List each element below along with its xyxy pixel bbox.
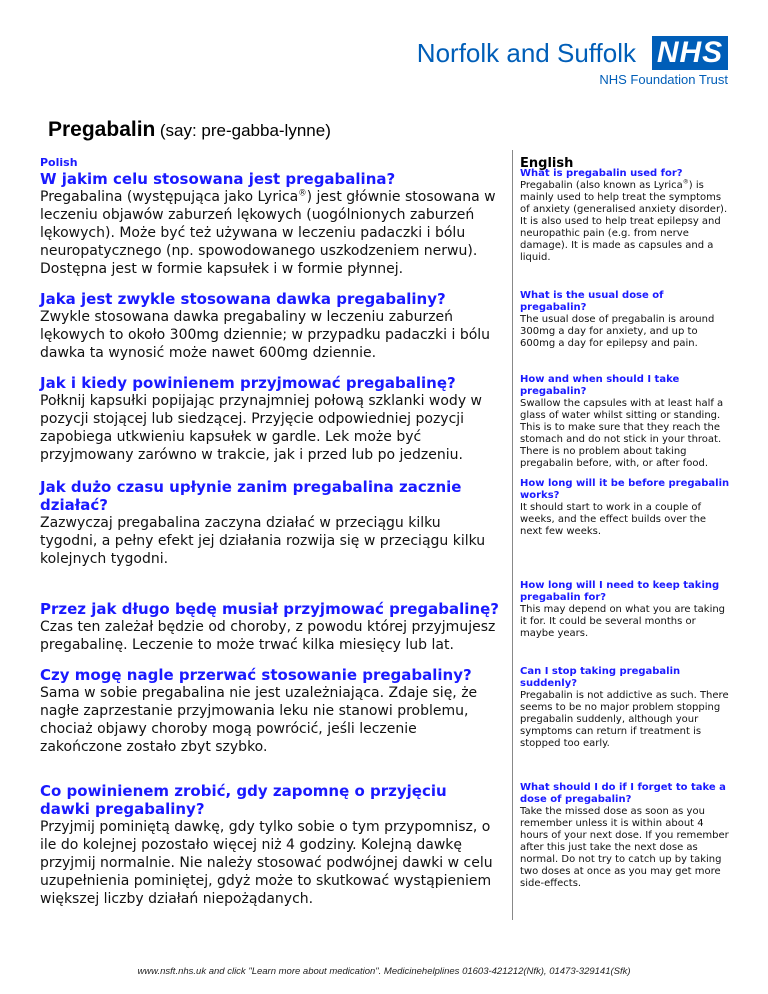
english-section [520,666,730,750]
question: How long will I need to keep taking pregabalin for? [520,580,720,603]
answer: Zazwyczaj pregabalina zaczyna działać w przeciągu kilku tygodni, a pełny efekt jej działania rozwija się w przeciągu kilku kolejnych tygodni. [40,515,486,567]
nhs-logo: NHS [652,36,728,70]
question: Czy mogę nagle przerwać stosowanie pregabaliny? [40,666,472,684]
polish-section [40,666,500,756]
english-section [520,580,730,640]
question: What is the usual dose of pregabalin? [520,290,664,313]
question: W jakim celu stosowana jest pregabalina? [40,170,396,188]
answer: Zwykle stosowana dawka pregabaliny w leczeniu zaburzeń lękowych to około 300mg dziennie; w przypadku padaczki i bólu dawka ta wynosić może nawet 600mg dziennie. [40,309,491,361]
polish-section [40,290,500,362]
drug-name: Pregabalin [48,118,156,141]
footer: www.nsft.nhs.uk and click "Learn more about medication". Medicinehelplines 01603-421212(Nfk), 01473-329141(Sfk) [137,966,631,977]
org-name: Norfolk and Suffolk [416,38,636,68]
question: What should I do if I forget to take a dose of pregabalin? [520,782,726,805]
polish-section [40,782,500,908]
answer: Przyjmij pominiętą dawkę, gdy tylko sobie o tym przypomnisz, o ile do kolejnej pozostało więcej niż 4 godziny. Kolejną dawkę przyjmij normalnie. Nie należy stosować podwójnej dawki w celu uzupełnienia pominiętej, gdyż może to skutkować wystąpieniem większej liczby działań niepożądanych. [40,819,493,907]
answer: Pregabalin is not addictive as such. There seems to be no major problem stopping pregabalin suddenly, although your symptoms can return if treatment is stopped too early. [520,690,729,749]
polish-section [40,374,500,464]
pronunciation: (say: pre-gabba-lynne) [159,121,331,140]
header [416,30,728,102]
question: Can I stop taking pregabalin suddenly? [520,666,681,689]
question: How long will it be before pregabalin works? [520,478,730,501]
polish-section [40,478,500,568]
answer: It should start to work in a couple of weeks, and the effect builds over the next few weeks. [520,502,707,537]
question: Jak i kiedy powinienem przyjmować pregabalinę? [40,374,456,392]
answer: Sama w sobie pregabalina nie jest uzależniająca. Zdaje się, że nagłe zaprzestanie przyjmowania leku nie stanowi problemu, chociaż objawy choroby mogą powrócić, jeśli leczenie zakończone zostało zbyt szybko. [40,685,478,755]
english-section [520,374,730,470]
polish-section [40,600,500,654]
answer: Połknij kapsułki popijając przynajmniej połową szklanki wody w pozycji stojącej lub siedzącej. Przyjęcie odpowiedniej pozycji zapobiega utkwieniu kapsułek w gardle. Lek może być przyjmowany zarówno w trakcie, jak i przed lub po jedzeniu. [40,393,483,463]
question: Co powinienem zrobić, gdy zapomnę o przyjęciu dawki pregabaliny? [40,782,447,818]
question: Jaka jest zwykle stosowana dawka pregabaliny? [40,290,446,308]
question: Przez jak długo będę musiał przyjmować pregabalinę? [40,600,499,618]
answer: The usual dose of pregabalin is around 300mg a day for anxiety, and up to 600mg a day for epilepsy and pain. [520,314,715,349]
org-subtitle: NHS Foundation Trust [599,72,728,87]
answer: Pregabalina (występująca jako Lyrica®) jest głównie stosowana w leczeniu objawów zaburzeń lękowych (uogólnionych zaburzeń lękowych). Może być też używana w leczeniu padaczki i bólu neuropatycznego (np. spowodowanego uszkodzeniem nerwu). Dostępna jest w formie kapsułek i w formie płynnej. [40,187,496,277]
english-section [520,782,730,890]
question: What is pregabalin used for? [520,168,683,179]
english-section [520,168,730,264]
question: How and when should I take pregabalin? [520,374,680,397]
page-title [48,118,331,142]
column-divider [512,150,513,920]
language-label-polish: Polish [40,156,78,169]
answer: Swallow the capsules with at least half a glass of water whilst sitting or standing. This is to make sure that they reach the stomach and do not stick in your throat. There is no problem about taking pregabalin before, with, or after food. [520,398,724,469]
english-section [520,478,730,538]
polish-section [40,170,500,278]
answer: Take the missed dose as soon as you remember unless it is within about 4 hours of your next dose. If you remember after this just take the next dose as normal. Do not try to catch up by taking two doses at once as you may get more side-effects. [520,806,729,889]
answer: Czas ten zależał będzie od choroby, z powodu której przyjmujesz pregabalinę. Leczenie to może trwać kilka miesięcy lub lat. [40,619,496,653]
english-column [520,156,730,889]
language-label-english: English [520,156,574,171]
english-section [520,290,730,350]
polish-column [40,156,500,907]
question: Jak dużo czasu upłynie zanim pregabalina zacznie działać? [40,478,462,514]
answer: Pregabalin (also known as Lyrica®) is mainly used to help treat the symptoms of anxiety (generalised anxiety disorder). It is also used to help treat epilepsy and neuropathic pain (e.g. from nerve damage). It is made as capsules and a liquid. [520,178,728,263]
answer: This may depend on what you are taking it for. It could be several months or maybe years. [520,604,726,639]
